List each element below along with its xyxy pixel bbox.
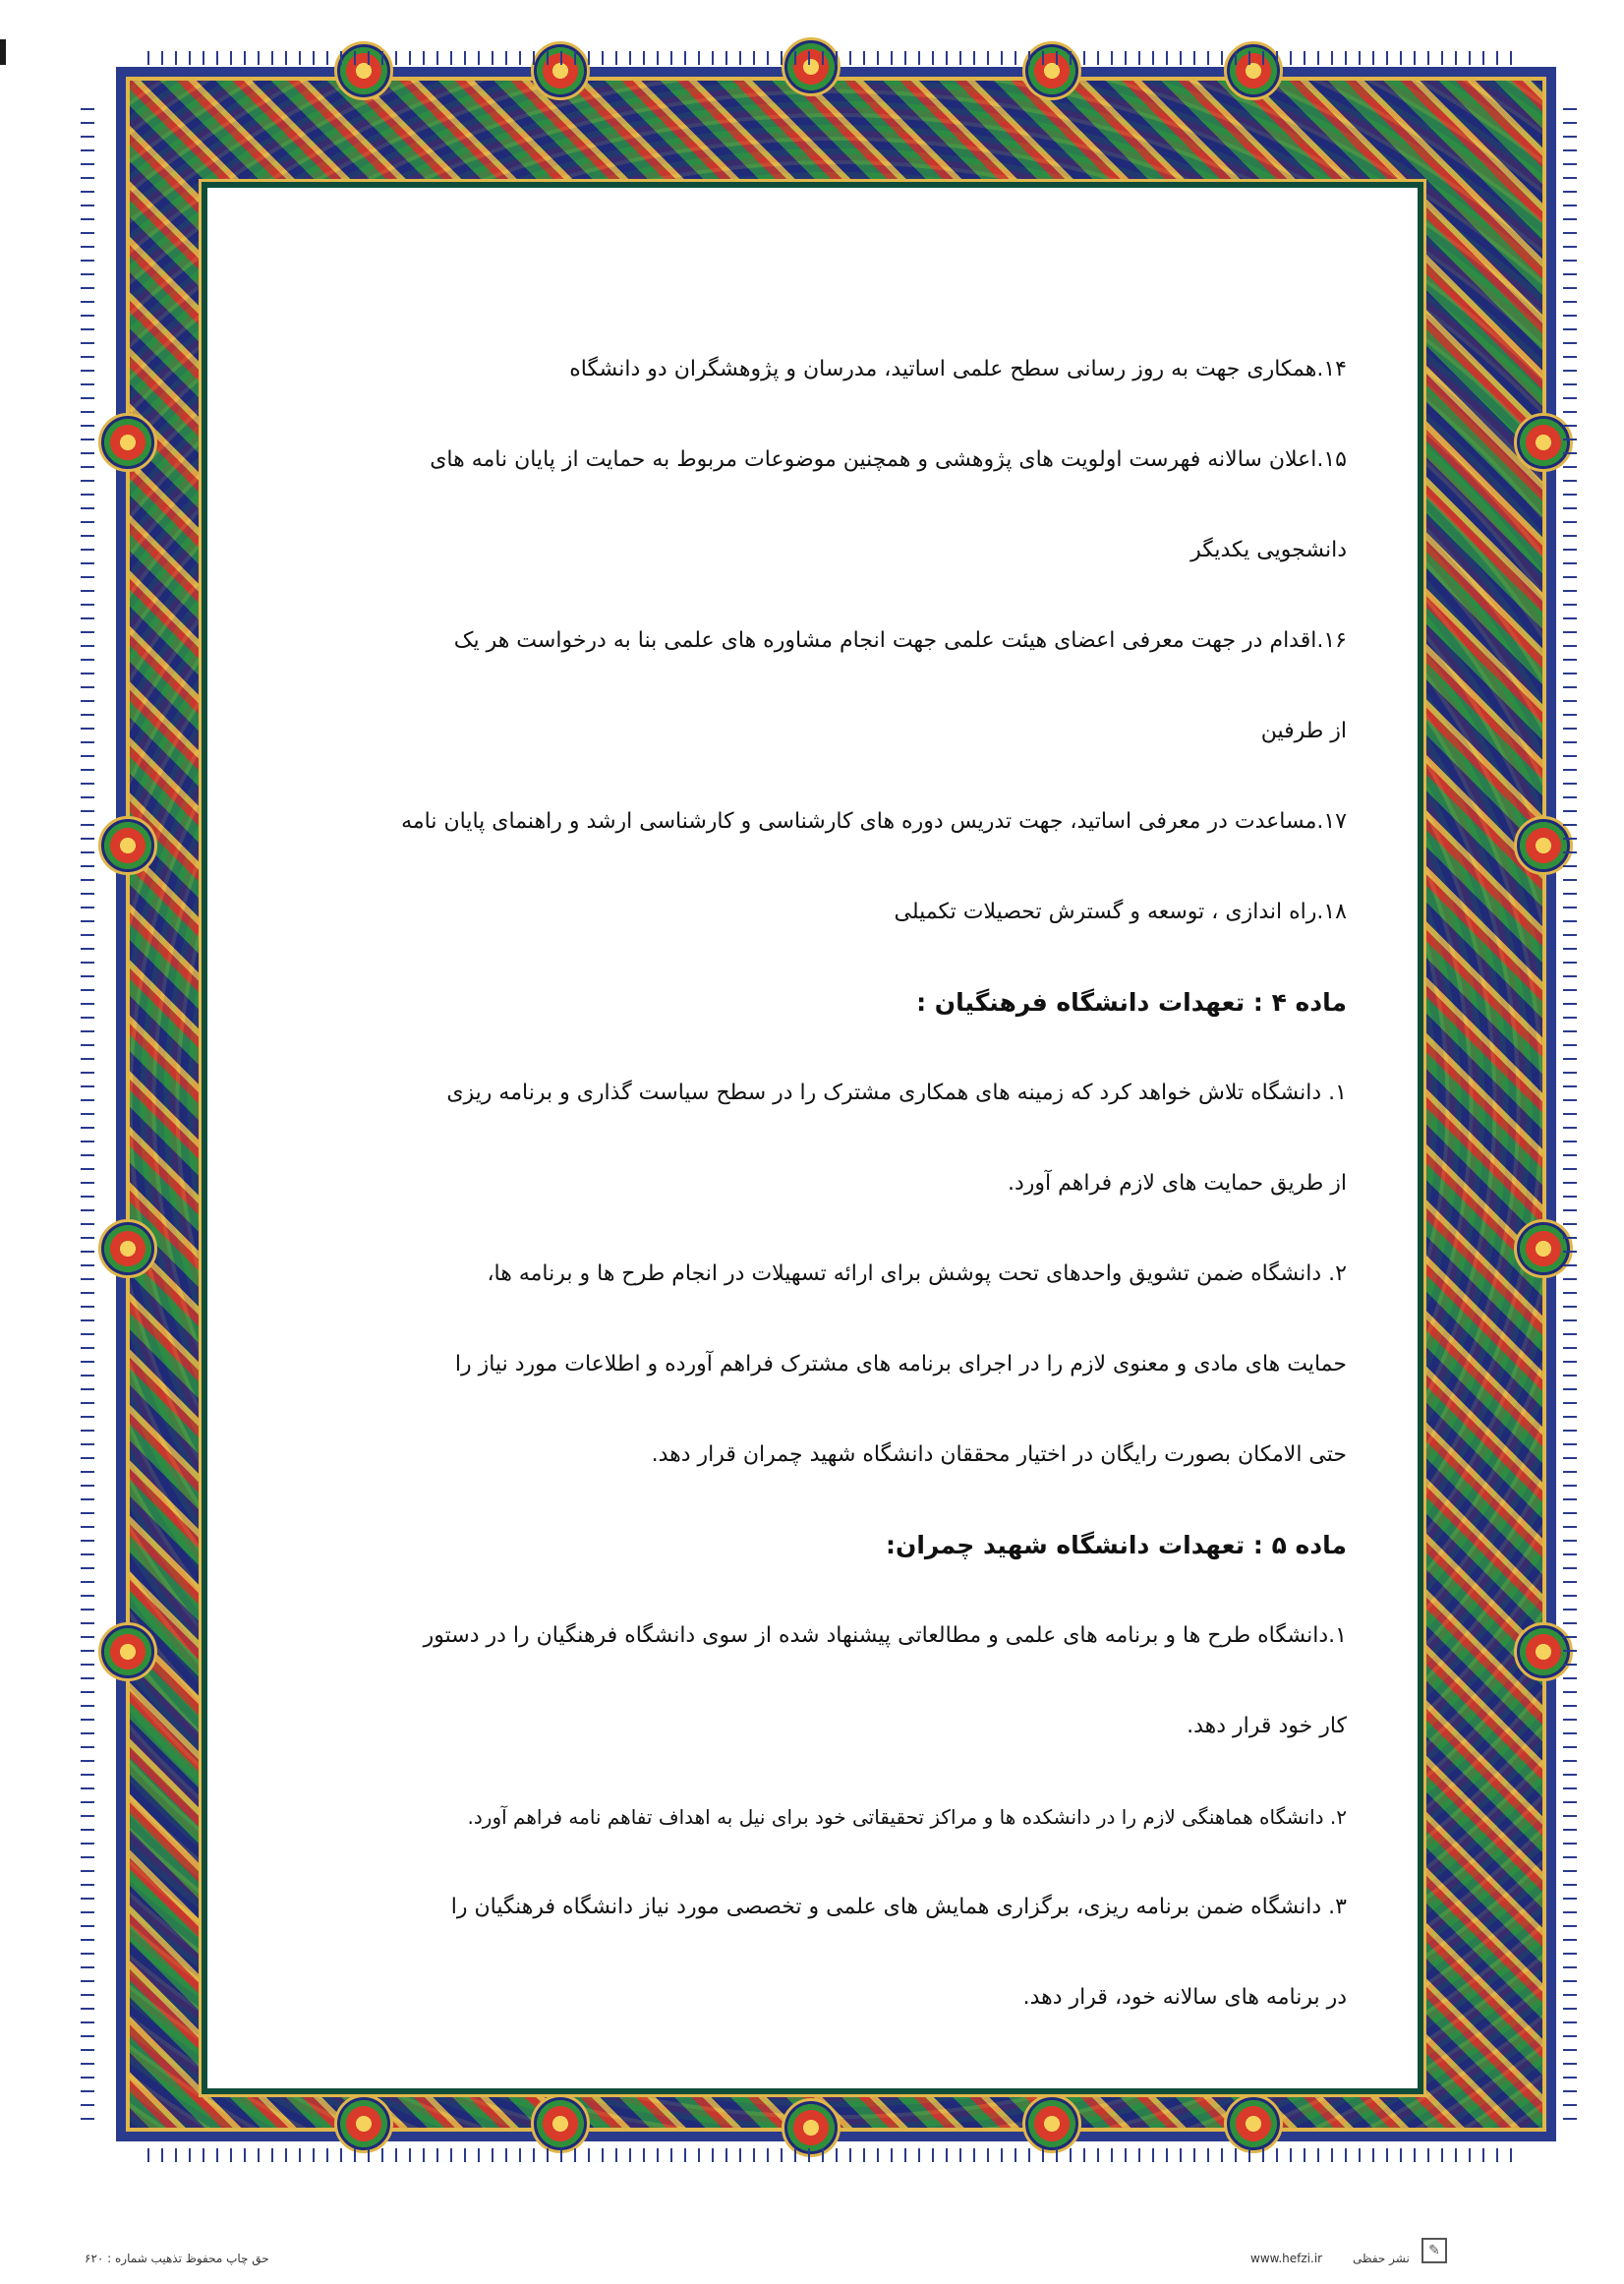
article-5-item-2: ۲. دانشگاه هماهنگی لازم را در دانشکده ها و مراکز تحقیقاتی خود برای نیل به اهداف تفاهم نامه فراهم آورد.: [467, 1805, 1347, 1829]
page-edge-mark: [0, 39, 6, 65]
border-medallion: [531, 41, 590, 100]
border-medallion: [782, 37, 841, 96]
footer-copyright: حق چاپ محفوظ تذهیب شماره : ۶۲۰: [85, 2252, 269, 2265]
border-medallion: [98, 1622, 157, 1681]
publisher-logo-icon: ✎: [1421, 2238, 1447, 2263]
article-4-item-2: ۲. دانشگاه ضمن تشویق واحدهای تحت پوشش برای ارائه تسهیلات در انجام طرح ها و برنامه ها، حمایت های مادی و معنوی لازم را در اجرای برنامه های مشترک فراهم آورده و اطلاعات مورد نیاز را حتی الامکان بصورت رایگان در اختیار محققان دانشگاه شهید چمران قرار دهد.: [454, 1261, 1347, 1467]
article-item-18: ۱۸.راه اندازی ، توسعه و گسترش تحصیلات تکمیلی: [894, 900, 1347, 924]
articles-list-5: [251, 1591, 1347, 2043]
border-medallion: [334, 2094, 393, 2153]
articles-list-top: [251, 324, 1347, 958]
article-5-item-3: ۳. دانشگاه ضمن برنامه ریزی، برگزاری همایش های علمی و تخصصی مورد نیاز دانشگاه فرهنگیان را در برنامه های سالانه خود، قرار دهد.: [450, 1895, 1347, 2010]
border-tick-strip: [147, 51, 1524, 65]
border-medallion: [98, 1219, 157, 1278]
section-heading-article-5: ماده ۵ : تعهدات دانشگاه شهید چمران:: [886, 1531, 1347, 1559]
section-heading-article-4: ماده ۴ : تعهدات دانشگاه فرهنگیان :: [916, 988, 1347, 1017]
document-body: [251, 324, 1347, 2043]
border-tick-strip: [147, 2148, 1524, 2162]
border-tick-strip: [81, 108, 94, 2124]
article-item-17: ۱۷.مساعدت در معرفی اساتید، جهت تدریس دوره های کارشناسی و کارشناسی ارشد و راهنمای پایان نامه: [401, 809, 1347, 834]
border-medallion: [1224, 2094, 1283, 2153]
border-medallion: [98, 413, 157, 472]
border-medallion: [334, 41, 393, 100]
footer-website: www.hefzi.ir: [1250, 2252, 1323, 2265]
border-medallion: [98, 816, 157, 875]
article-item-15: ۱۵.اعلان سالانه فهرست اولویت های پژوهشی و همچنین موضوعات مربوط به حمایت از پایان نامه های دانشجویی یکدیگر: [430, 447, 1347, 562]
article-4-item-1: ۱. دانشگاه تلاش خواهد کرد که زمینه های همکاری مشترک را در سطح سیاست گذاری و برنامه ریزی از طریق حمایت های لازم فراهم آورد.: [446, 1081, 1347, 1196]
border-medallion: [1224, 41, 1283, 100]
border-medallion: [1022, 2094, 1081, 2153]
article-item-14: ۱۴.همکاری جهت به روز رسانی سطح علمی اساتید، مدرسان و پژوهشگران دو دانشگاه: [569, 357, 1347, 381]
article-5-item-1: ۱.دانشگاه طرح ها و برنامه های علمی و مطالعاتی پیشنهاد شده از سوی دانشگاه فرهنگیان را در دستور کار خود قرار دهد.: [423, 1623, 1347, 1738]
border-medallion: [1022, 41, 1081, 100]
articles-list-4: [251, 1048, 1347, 1500]
border-tick-strip: [1563, 108, 1577, 2124]
article-item-16: ۱۶.اقدام در جهت معرفی اعضای هیئت علمی جهت انجام مشاوره های علمی بنا به درخواست هر یک از طرفین: [453, 628, 1347, 743]
footer-publisher: نشر حفظی: [1353, 2252, 1410, 2265]
border-medallion: [531, 2094, 590, 2153]
